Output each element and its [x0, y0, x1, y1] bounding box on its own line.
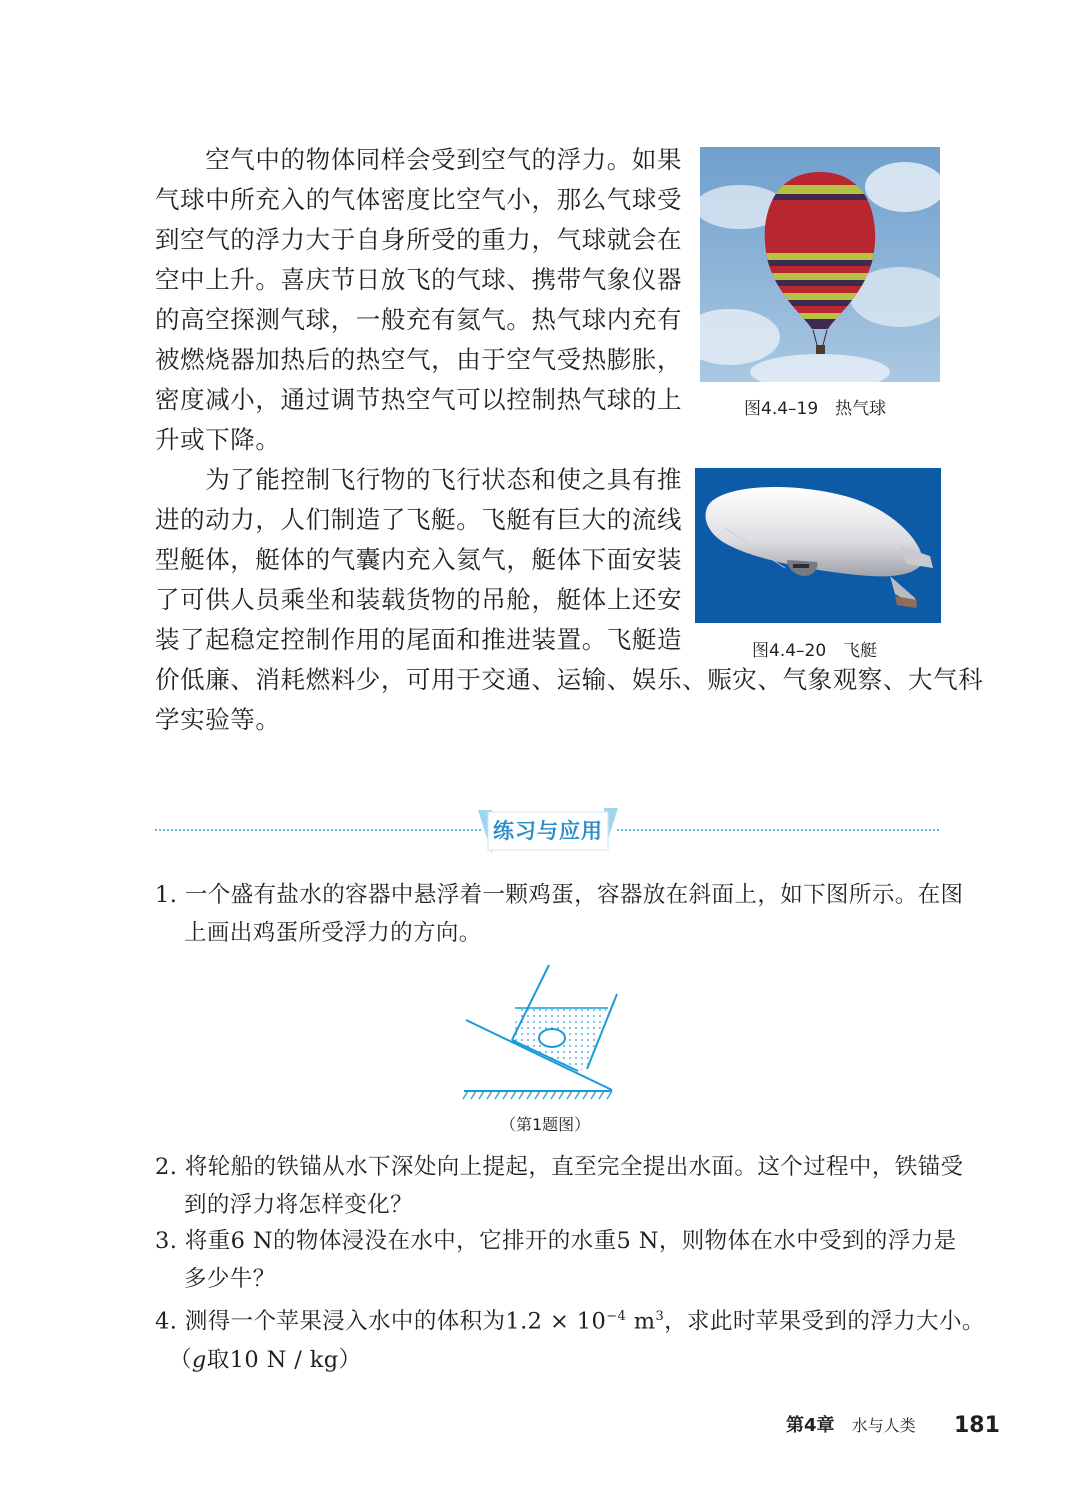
question-text: 3. 将重6 N的物体浸没在水中，它排开的水重5 N，则物体在水中受到的浮力是 — [155, 1228, 957, 1254]
text-line: 气球中所充入的气体密度比空气小，那么气球受 — [155, 185, 683, 214]
text-line: 了可供人员乘坐和装载货物的吊舱，艇体上还安 — [155, 585, 683, 614]
text-line: 空气中的物体同样会受到空气的浮力。如果 — [155, 145, 683, 174]
text-line: 为了能控制飞行物的飞行状态和使之具有推 — [155, 465, 683, 494]
text-line: 价低廉、消耗燃料少，可用于交通、运输、娱乐、赈灾、气象观察、大气科 — [155, 665, 984, 694]
text-line: 升或下降。 — [155, 425, 281, 454]
chapter-number: 第4章 — [786, 1415, 835, 1436]
q4-tail: ，求此时苹果受到的浮力大小。 — [664, 1308, 985, 1335]
text-line: 密度减小，通过调节热空气可以控制热气球的上 — [155, 385, 683, 414]
hot-air-balloon-photo — [700, 147, 940, 382]
q4-paren: （ — [169, 1346, 192, 1373]
q4-line2-rest: 取10 N / kg） — [206, 1346, 362, 1373]
text-line: 的高空探测气球，一般充有氦气。热气球内充有 — [155, 305, 683, 334]
text-line: 学实验等。 — [155, 705, 281, 734]
incline-container-diagram — [460, 960, 620, 1105]
paragraph-hot-air-balloon — [155, 140, 683, 460]
page-footer — [786, 1410, 916, 1442]
text-line: 到空气的浮力大于自身所受的重力，气球就会在 — [155, 225, 683, 254]
exercise-section-header — [478, 808, 618, 854]
question-text — [155, 1341, 985, 1379]
question-text: 到的浮力将怎样变化？ — [184, 1192, 414, 1218]
question-text: 多少牛？ — [184, 1266, 276, 1292]
figure-caption-airship: 图4.4–20 飞艇 — [752, 641, 878, 661]
figure-caption-q1: （第1题图） — [500, 1115, 591, 1134]
question-2 — [155, 1148, 963, 1224]
question-text: 上画出鸡蛋所受浮力的方向。 — [184, 920, 482, 946]
question-1 — [155, 876, 963, 952]
section-divider-left — [155, 829, 481, 831]
q4-unit: m — [626, 1308, 656, 1335]
question-text: 2. 将轮船的铁锚从水下深处向上提起，直至完全提出水面。这个过程中，铁锚受 — [155, 1154, 964, 1180]
section-divider-right — [617, 829, 939, 831]
airship-photo — [695, 468, 941, 623]
figure-caption-balloon: 图4.4–19 热气球 — [744, 399, 887, 419]
question-text: 1. 一个盛有盐水的容器中悬浮着一颗鸡蛋，容器放在斜面上，如下图所示。在图 — [155, 882, 964, 908]
page-number: 181 — [954, 1413, 1000, 1438]
text-line: 空中上升。喜庆节日放飞的气球、携带气象仪器 — [155, 265, 683, 294]
q4-unit-exponent: 3 — [655, 1309, 665, 1324]
question-4 — [155, 1298, 985, 1379]
question-3 — [155, 1222, 957, 1298]
exercise-title: 练习与应用 — [493, 819, 603, 843]
text-line: 被燃烧器加热后的热空气，由于空气受热膨胀， — [155, 345, 683, 374]
q4-exponent: −4 — [606, 1309, 627, 1324]
text-line: 装了起稳定控制作用的尾面和推进装置。飞艇造 — [155, 625, 683, 654]
chapter-title: 水与人类 — [851, 1416, 916, 1435]
question-text — [155, 1298, 985, 1341]
text-line: 型艇体，艇体的气囊内充入氦气，艇体下面安装 — [155, 545, 683, 574]
text-line: 进的动力，人们制造了飞艇。飞艇有巨大的流线 — [155, 505, 683, 534]
q4-g-symbol: g — [191, 1346, 207, 1373]
q4-main: 4. 测得一个苹果浸入水中的体积为1.2 × 10 — [155, 1308, 607, 1335]
